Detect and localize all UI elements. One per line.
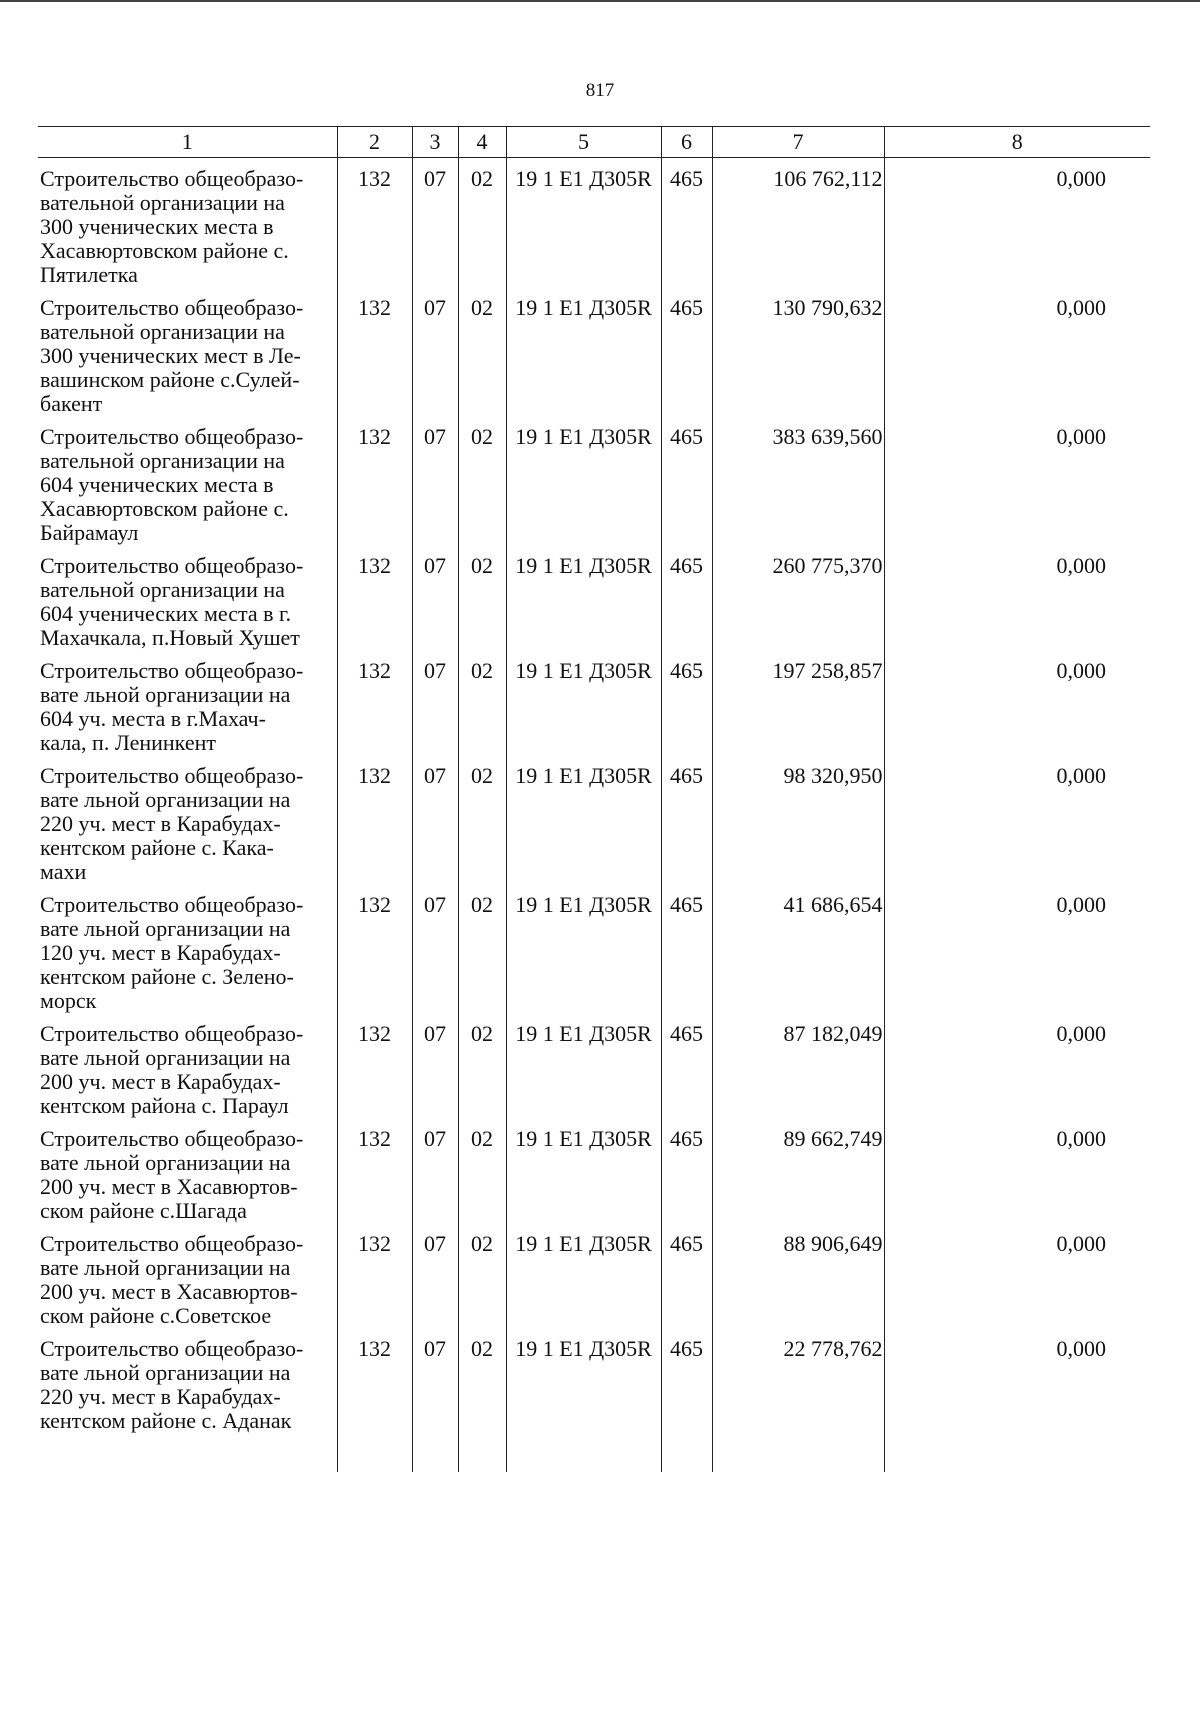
code-col-3-cell: 07 (412, 1118, 458, 1223)
code-col-6-cell: 465 (661, 755, 712, 884)
object-name-cell: Строительство общеобразо- вательной организации на 300 ученических мест в Ле- вашинском районе с.Сулей- бакент (38, 287, 337, 416)
amount-col-7-cell: 197 258,857 (712, 650, 884, 755)
column-header-1: 1 (38, 127, 337, 158)
code-col-4-cell: 02 (458, 1013, 506, 1118)
table-row (38, 884, 1150, 1013)
amount-col-8-cell: 0,000 (884, 1013, 1150, 1118)
code-col-2-cell: 132 (337, 650, 412, 755)
code-col-2-cell: 132 (337, 1118, 412, 1223)
code-col-3-cell: 07 (412, 755, 458, 884)
code-col-4-cell: 02 (458, 287, 506, 416)
amount-col-8-cell: 0,000 (884, 158, 1150, 288)
code-col-4-cell: 02 (458, 1328, 506, 1472)
column-header-4: 4 (458, 127, 506, 158)
code-col-4-cell: 02 (458, 416, 506, 545)
code-col-6-cell: 465 (661, 1223, 712, 1328)
amount-col-7-cell: 89 662,749 (712, 1118, 884, 1223)
table-row (38, 1328, 1150, 1472)
code-col-2-cell: 132 (337, 1223, 412, 1328)
page-top-edge (0, 0, 1200, 2)
target-article-cell: 19 1 E1 Д305R (506, 1223, 661, 1328)
target-article-cell: 19 1 E1 Д305R (506, 1118, 661, 1223)
object-name-cell: Строительство общеобразо- вате льной организации на 200 уч. мест в Хасавюртов- ском районе с.Советское (38, 1223, 337, 1328)
target-article-cell: 19 1 E1 Д305R (506, 755, 661, 884)
object-name-cell: Строительство общеобразо- вате льной организации на 220 уч. мест в Карабудах- кентском районе с. Аданак (38, 1328, 337, 1472)
code-col-2-cell: 132 (337, 158, 412, 288)
column-header-7: 7 (712, 127, 884, 158)
column-header-6: 6 (661, 127, 712, 158)
amount-col-7-cell: 260 775,370 (712, 545, 884, 650)
amount-col-7-cell: 98 320,950 (712, 755, 884, 884)
code-col-4-cell: 02 (458, 158, 506, 288)
code-col-4-cell: 02 (458, 1223, 506, 1328)
table-row (38, 545, 1150, 650)
target-article-cell: 19 1 E1 Д305R (506, 158, 661, 288)
table-row (38, 755, 1150, 884)
amount-col-7-cell: 41 686,654 (712, 884, 884, 1013)
amount-col-8-cell: 0,000 (884, 545, 1150, 650)
amount-col-8-cell: 0,000 (884, 287, 1150, 416)
code-col-4-cell: 02 (458, 884, 506, 1013)
amount-col-7-cell: 130 790,632 (712, 287, 884, 416)
object-name-cell: Строительство общеобразо- вате льной организации на 200 уч. мест в Хасавюртов- ском районе с.Шагада (38, 1118, 337, 1223)
amount-col-8-cell: 0,000 (884, 1328, 1150, 1472)
target-article-cell: 19 1 E1 Д305R (506, 1328, 661, 1472)
amount-col-8-cell: 0,000 (884, 416, 1150, 545)
column-header-2: 2 (337, 127, 412, 158)
column-header-8: 8 (884, 127, 1150, 158)
object-name-cell: Строительство общеобразо- вате льной организации на 604 уч. места в г.Махач- кала, п. Ленинкент (38, 650, 337, 755)
table-row (38, 416, 1150, 545)
amount-col-7-cell: 88 906,649 (712, 1223, 884, 1328)
code-col-2-cell: 132 (337, 1328, 412, 1472)
table-row (38, 1223, 1150, 1328)
amount-col-8-cell: 0,000 (884, 1118, 1150, 1223)
table-row (38, 158, 1150, 288)
table-row (38, 1118, 1150, 1223)
code-col-6-cell: 465 (661, 884, 712, 1013)
amount-col-8-cell: 0,000 (884, 755, 1150, 884)
object-name-cell: Строительство общеобразо- вате льной организации на 200 уч. мест в Карабудах- кентском района с. Параул (38, 1013, 337, 1118)
amount-col-7-cell: 22 778,762 (712, 1328, 884, 1472)
code-col-4-cell: 02 (458, 545, 506, 650)
amount-col-8-cell: 0,000 (884, 884, 1150, 1013)
code-col-6-cell: 465 (661, 545, 712, 650)
code-col-3-cell: 07 (412, 884, 458, 1013)
code-col-2-cell: 132 (337, 1013, 412, 1118)
code-col-4-cell: 02 (458, 755, 506, 884)
code-col-3-cell: 07 (412, 545, 458, 650)
code-col-2-cell: 132 (337, 884, 412, 1013)
table-header (38, 127, 1150, 158)
code-col-6-cell: 465 (661, 650, 712, 755)
page-number: 817 (585, 80, 615, 101)
target-article-cell: 19 1 E1 Д305R (506, 1013, 661, 1118)
amount-col-8-cell: 0,000 (884, 1223, 1150, 1328)
code-col-4-cell: 02 (458, 650, 506, 755)
object-name-cell: Строительство общеобразо- вательной организации на 300 ученических места в Хасавюртовском районе с. Пятилетка (38, 158, 337, 288)
header-row (38, 127, 1150, 158)
code-col-3-cell: 07 (412, 416, 458, 545)
target-article-cell: 19 1 E1 Д305R (506, 650, 661, 755)
amount-col-7-cell: 87 182,049 (712, 1013, 884, 1118)
code-col-6-cell: 465 (661, 1013, 712, 1118)
table-row (38, 287, 1150, 416)
object-name-cell: Строительство общеобразо- вате льной организации на 120 уч. мест в Карабудах- кентском районе с. Зелено- морск (38, 884, 337, 1013)
code-col-3-cell: 07 (412, 1223, 458, 1328)
target-article-cell: 19 1 E1 Д305R (506, 884, 661, 1013)
code-col-2-cell: 132 (337, 545, 412, 650)
amount-col-8-cell: 0,000 (884, 650, 1150, 755)
code-col-2-cell: 132 (337, 755, 412, 884)
code-col-6-cell: 465 (661, 416, 712, 545)
table-row (38, 1013, 1150, 1118)
object-name-cell: Строительство общеобразо- вательной организации на 604 ученических места в г. Махачкала, п.Новый Хушет (38, 545, 337, 650)
code-col-6-cell: 465 (661, 1328, 712, 1472)
object-name-cell: Строительство общеобразо- вате льной организации на 220 уч. мест в Карабудах- кентском районе с. Кака- махи (38, 755, 337, 884)
target-article-cell: 19 1 E1 Д305R (506, 287, 661, 416)
budget-table (38, 126, 1150, 1472)
code-col-3-cell: 07 (412, 287, 458, 416)
code-col-3-cell: 07 (412, 158, 458, 288)
table-row (38, 650, 1150, 755)
code-col-2-cell: 132 (337, 287, 412, 416)
code-col-3-cell: 07 (412, 650, 458, 755)
code-col-2-cell: 132 (337, 416, 412, 545)
code-col-3-cell: 07 (412, 1328, 458, 1472)
target-article-cell: 19 1 E1 Д305R (506, 416, 661, 545)
object-name-cell: Строительство общеобразо- вательной организации на 604 ученических места в Хасавюртовском районе с. Байрамаул (38, 416, 337, 545)
table-body (38, 158, 1150, 1473)
column-header-3: 3 (412, 127, 458, 158)
amount-col-7-cell: 106 762,112 (712, 158, 884, 288)
code-col-6-cell: 465 (661, 158, 712, 288)
amount-col-7-cell: 383 639,560 (712, 416, 884, 545)
code-col-4-cell: 02 (458, 1118, 506, 1223)
target-article-cell: 19 1 E1 Д305R (506, 545, 661, 650)
column-header-5: 5 (506, 127, 661, 158)
code-col-6-cell: 465 (661, 287, 712, 416)
code-col-6-cell: 465 (661, 1118, 712, 1223)
code-col-3-cell: 07 (412, 1013, 458, 1118)
